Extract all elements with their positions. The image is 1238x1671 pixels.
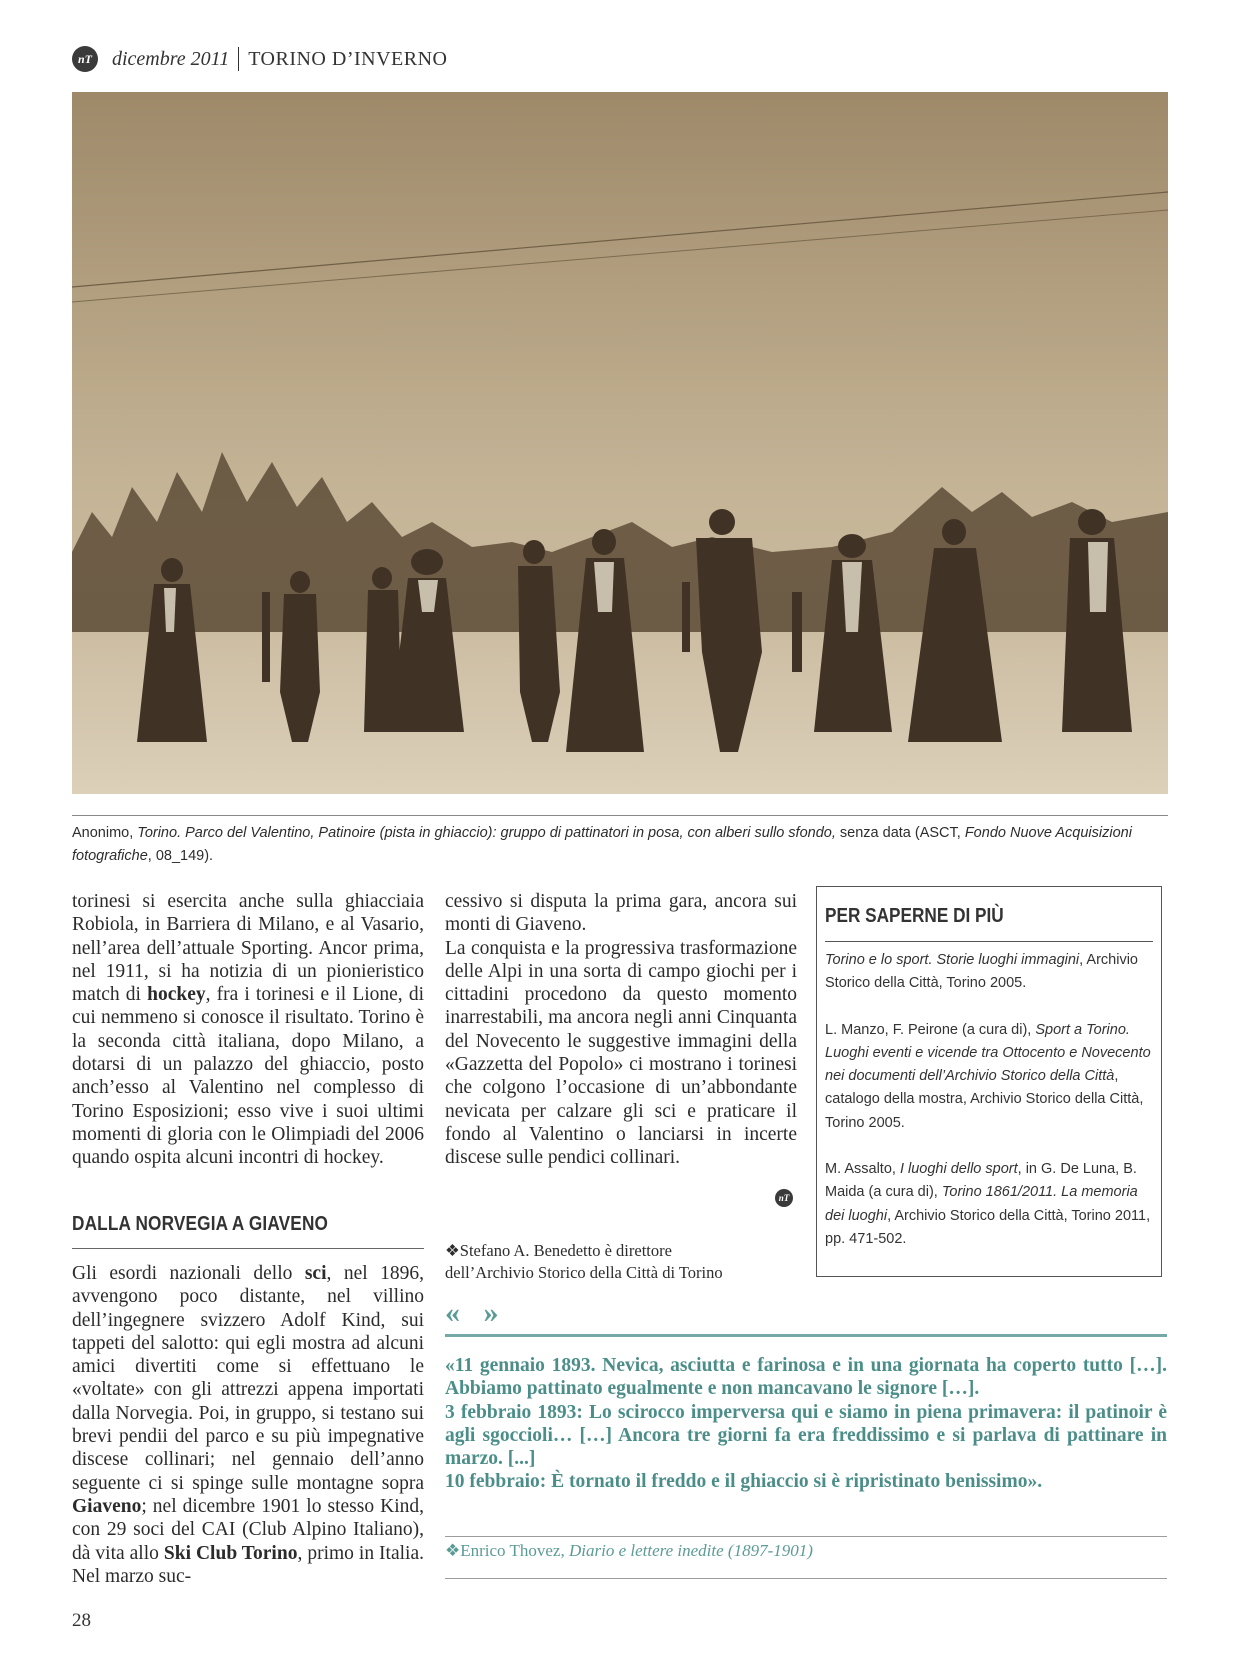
reference-item: M. Assalto, I luoghi dello sport, in G. De Luna, B. Maida (a cura di), Torino 1861/2011. La memoria dei luoghi, Archivio Storico della Città, Torino 2011, pp. 471-502. — [825, 1161, 1151, 1247]
caption-rule — [72, 815, 1168, 816]
quote-rule — [445, 1334, 1167, 1337]
header-divider — [238, 47, 239, 71]
further-reading-box — [816, 886, 1162, 1277]
further-reading-list — [825, 949, 1155, 1274]
reference-item: Torino e lo sport. Storie luoghi immagini, Archivio Storico della Città, Torino 2005. — [825, 952, 1138, 992]
further-reading-rule — [825, 941, 1153, 942]
issue-date: dicembre 2011 — [112, 47, 230, 70]
further-reading-title: PER SAPERNE DI PIÙ — [825, 905, 1004, 927]
photo-caption: Anonimo, Torino. Parco del Valentino, Patinoire (pista in ghiaccio): gruppo di pattinatori in posa, con alberi sullo sfondo, senza data (ASCT, Fondo Nuove Acquisizioni fotografiche, 08_149). — [72, 825, 1132, 864]
page-header — [72, 44, 447, 74]
quote-source: ❖Enrico Thovez, Diario e lettere inedite (1897-1901) — [445, 1541, 813, 1560]
quote-source-rule-bottom — [445, 1578, 1167, 1579]
end-of-article-icon: nT — [775, 1189, 793, 1207]
page-number: 28 — [72, 1610, 91, 1631]
quote-source-rule-top — [445, 1536, 1167, 1537]
article-column-1: torinesi si esercita anche sulla ghiacciaia Robiola, in Barriera di Milano, e al Vasario, nell’area dell’attuale Sporting. Ancor prima, nel 1911, si ha notizia di un pionieristico match di hockey, fra i torinesi e il Lione, di cui nemmeno si conosce il risultato. Torino è la seconda città italiana, dopo Milano, a dotarsi di un palazzo del ghiaccio, posto anch’esso al Valentino nel complesso di Torino Esposizioni; esso vive i suoi ultimi momenti di gloria con le Olimpiadi del 2006 quando ospita alcuni incontri di hockey. — [72, 891, 424, 1169]
magazine-logo-icon: nT — [72, 46, 98, 72]
section-heading-rule — [72, 1248, 424, 1249]
author-note: ❖Stefano A. Benedetto è direttore dell’Archivio Storico della Città di Torino — [445, 1241, 723, 1282]
section-title: TORINO D’INVERNO — [248, 47, 448, 70]
quote-marks-icon: « » — [445, 1296, 507, 1329]
section-heading: DALLA NORVEGIA A GIAVENO — [72, 1213, 329, 1235]
article-column-1-section: Gli esordi nazionali dello sci, nel 1896, avvengono poco distante, nel villino dell’ingegnere svizzero Adolf Kind, sui tappeti del salotto: qui egli mostra ad alcuni amici divertiti come si effettuano le «voltate» con gli attrezzi appena importati dalla Norvegia. Poi, in gruppo, si testano sui brevi pendii del parco e su più impegnative discese collinari; nel gennaio dell’anno seguente ci si spinge sulle montagne sopra Giaveno; nel dicembre 1901 lo stesso Kind, con 29 soci del CAI (Club Alpino Italiano), dà vita allo Ski Club Torino, primo in Italia. Nel marzo suc- — [72, 1263, 424, 1587]
historic-photo — [72, 92, 1168, 794]
diary-quote: «11 gennaio 1893. Nevica, asciutta e farinosa e in una giornata ha coperto tutto […]. Abbiamo pattinato egualmente e non mancavano le signore […]. 3 febbraio 1893: Lo scirocco imperversa qui e siamo in piena primavera: il patinoir è agli sgoccioli… […] Ancora tre giorni fa era freddissimo e si parlava di pattinare in marzo. [...] 10 febbraio: È tornato il freddo e il ghiaccio si è ripristinato benissimo». — [445, 1355, 1167, 1493]
article-column-2: cessivo si disputa la prima gara, ancora sui monti di Giaveno. La conquista e la progressiva trasformazione delle Alpi in una sorta di campo giochi per i cittadini procedono da questo momento inarrestabili, ma ancora negli anni Cinquanta del Novecento le suggestive immagini della «Gazzetta del Popolo» ci mostrano i torinesi che colgono l’occasione di un’abbondante nevicata per calzare gli sci e praticare il fondo al Valentino o lanciarsi in incerte discese sulle pendici collinari. — [445, 891, 797, 1169]
reference-item: L. Manzo, F. Peirone (a cura di), Sport a Torino. Luoghi eventi e vicende tra Ottocento e Novecento nei documenti dell’Archivio Storico della Città, catalogo della mostra, Archivio Storico della Città, Torino 2005. — [825, 1021, 1151, 1131]
skaters-photo-illustration — [72, 92, 1168, 794]
